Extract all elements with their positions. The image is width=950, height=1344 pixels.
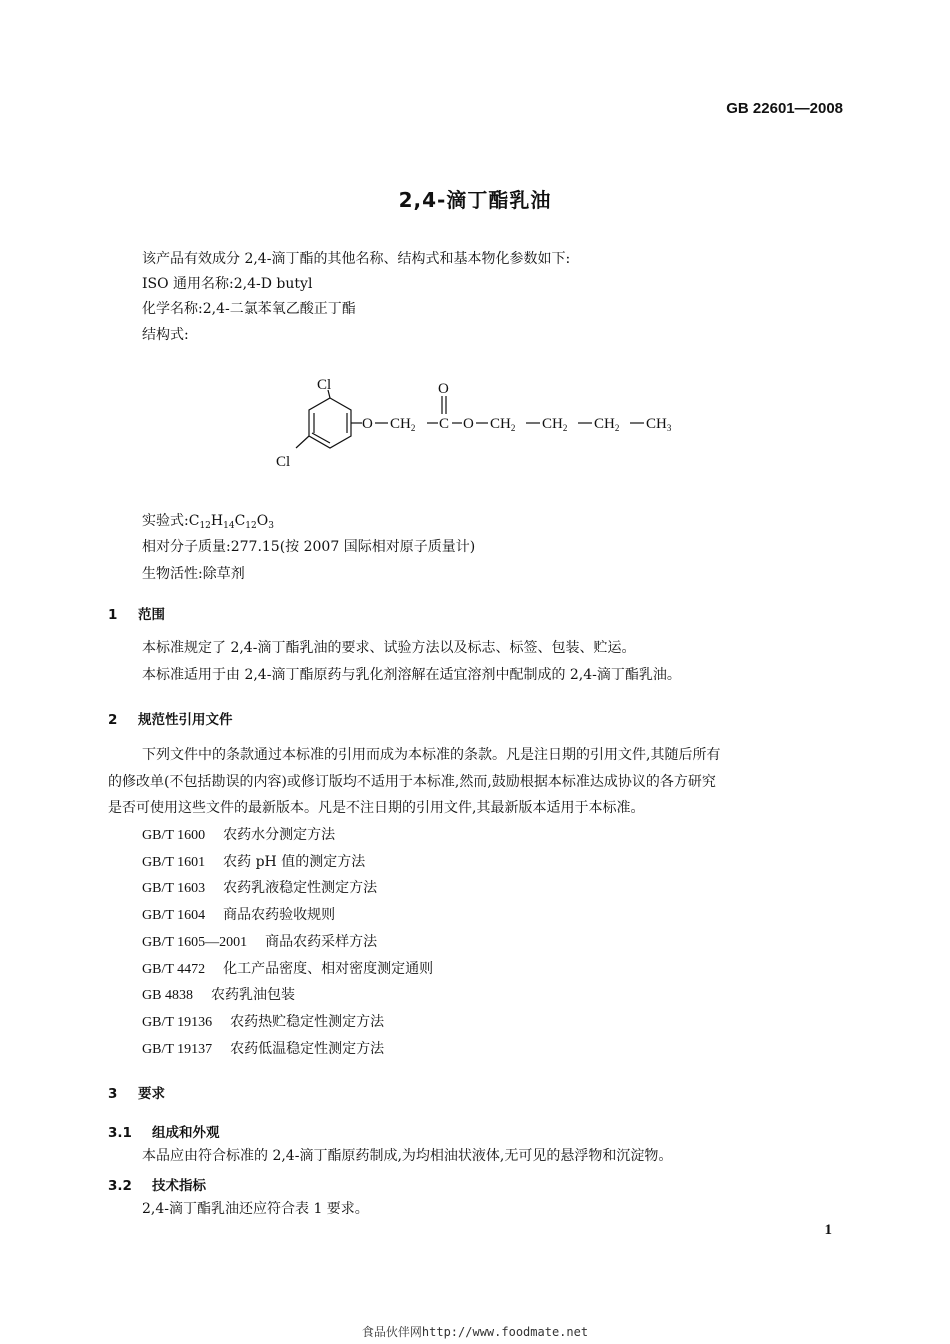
empirical-formula: 实验式$:C_{12}H_{14}C_{12}O_3$ — [142, 513, 274, 531]
section-1-para-1: 本标准规定了 2,4-滴丁酯乳油的要求、试验方法以及标志、标签、包装、贮运。 — [142, 640, 636, 656]
reference-item: GB/T 4472 化工产品密度、相对密度测定通则 — [142, 961, 434, 977]
bioactivity: 生物活性:除草剂 — [142, 566, 245, 582]
ch2-d: CH — [594, 416, 615, 432]
svg-text:CH3: $CH_3$ — [646, 416, 672, 433]
footer-watermark: 食品伙伴网http://www.foodmate.net — [361, 1325, 589, 1339]
reference-item: GB/T 1600 农药水分测定方法 — [142, 827, 336, 843]
svg-text:CH2: $CH_2$ — [594, 416, 620, 433]
molar-mass: 相对分子质量:277.15(按 2007 国际相对原子质量计) — [142, 539, 476, 555]
section-3-1-para: 本品应由符合标准的 2,4-滴丁酯原药制成,为均相油状液体,无可见的悬浮物和沉淀物。 — [142, 1148, 673, 1164]
section-1-para-2: 本标准适用于由 2,4-滴丁酯原药与乳化剂溶解在适宜溶剂中配制成的 2,4-滴丁酯乳油。 — [142, 667, 681, 683]
intro-line: 该产品有效成分 2,4-滴丁酯的其他名称、结构式和基本物化参数如下: — [142, 251, 571, 267]
carbonyl-carbon: C — [439, 416, 450, 432]
document-title: 2,4-滴丁酯乳油 — [398, 188, 552, 212]
reference-item: GB/T 19137 农药低温稳定性测定方法 — [142, 1041, 385, 1057]
page-number: 1 — [824, 1222, 832, 1238]
reference-item: GB/T 1603 农药乳液稳定性测定方法 — [142, 880, 378, 896]
section-1-heading: 1 范围 — [108, 607, 165, 623]
reference-item: GB/T 1605—2001 商品农药采样方法 — [142, 934, 378, 950]
section-2-para-line-1: 下列文件中的条款通过本标准的引用而成为本标准的条款。凡是注日期的引用文件,其随后所有 — [142, 747, 721, 763]
ch2-b: CH — [490, 416, 511, 432]
section-3-heading: 3 要求 — [108, 1086, 165, 1102]
section-3-2-heading: 3.2 技术指标 — [108, 1178, 206, 1194]
structural-formula — [270, 372, 690, 482]
reference-item: GB/T 1601 农药 pH 值的测定方法 — [142, 854, 366, 870]
ch3: CH — [646, 416, 667, 432]
svg-text:CH2: $CH_2$ — [542, 416, 568, 433]
ester-oxygen: O — [463, 416, 474, 432]
ch2-a: CH — [390, 416, 411, 432]
svg-text:CH2: $CH_2$ — [490, 416, 516, 433]
ch2-c: CH — [542, 416, 563, 432]
reference-item: GB/T 19136 农药热贮稳定性测定方法 — [142, 1014, 385, 1030]
section-3-2-para: 2,4-滴丁酯乳油还应符合表 1 要求。 — [142, 1201, 369, 1217]
reference-item: GB 4838 农药乳油包装 — [142, 987, 295, 1003]
cl-top: Cl — [317, 377, 332, 393]
section-2-para-line-2: 的修改单(不包括勘误的内容)或修订版均不适用于本标准,然而,鼓励根据本标准达成协议的各方研究 — [108, 774, 716, 790]
section-2-para-line-3: 是否可使用这些文件的最新版本。凡是不注日期的引用文件,其最新版本适用于本标准。 — [108, 800, 645, 816]
section-2-heading: 2 规范性引用文件 — [108, 712, 233, 728]
ether-oxygen: O — [362, 416, 373, 432]
standard-number: GB 22601—2008 — [726, 100, 843, 117]
structure-label: 结构式: — [142, 327, 189, 343]
carbonyl-oxygen: O — [438, 381, 449, 397]
section-3-1-heading: 3.1 组成和外观 — [108, 1125, 220, 1141]
svg-text:CH2: $CH_2$ — [390, 416, 416, 433]
chemical-name: 化学名称:2,4-二氯苯氧乙酸正丁酯 — [142, 301, 356, 317]
iso-name: ISO 通用名称:2,4-D butyl — [142, 276, 313, 292]
reference-item: GB/T 1604 商品农药验收规则 — [142, 907, 336, 923]
cl-bottom: Cl — [276, 454, 291, 470]
